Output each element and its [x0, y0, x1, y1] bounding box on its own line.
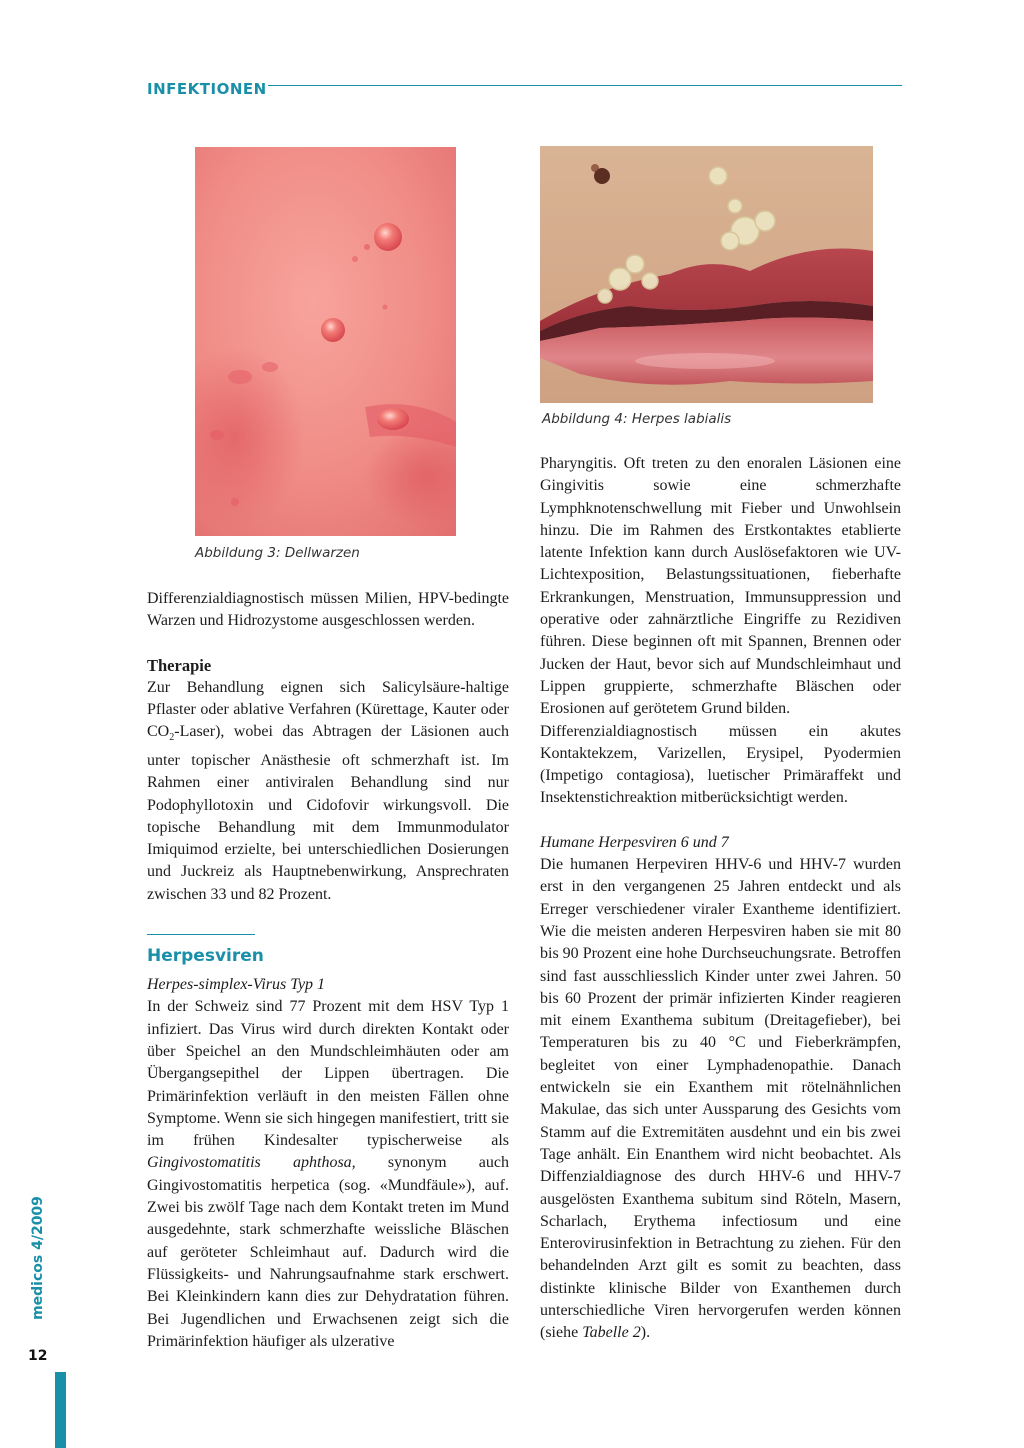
column-left	[147, 588, 509, 1353]
column-right	[540, 453, 901, 1345]
table-reference: Tabelle 2	[582, 1324, 641, 1342]
journal-label	[25, 1193, 51, 1323]
figure-herpes-labialis-caption: Abbildung 4: Herpes labialis	[542, 411, 732, 427]
header-rule	[268, 85, 902, 86]
figure-herpes-labialis-image	[540, 146, 873, 403]
heading-therapie: Therapie	[147, 655, 212, 675]
co2-subscript: 2	[169, 732, 175, 744]
paragraph-pharyngitis: Pharyngitis. Oft treten zu den enoralen Läsionen eine Gingivitis sowie eine schmerzhafte Lymphknotenschwellung mit Fieber und Unwohlsein hinzu. Die im Rahmen des Erstkontaktes etablierte latente Infektion kann durch Auslösefaktoren wie UV-Lichtexposition, Belastungssituationen, fieberhafte Erkrankungen, Menstruation, Immunsuppression und operative oder zahnärztliche Eingriffe zu Rezidiven führen. Diese beginnen oft mit Spannen, Brennen oder Jucken der Haut, bevor sich auf Mundschleimhaut und Lippen gruppierte, schmerzhafte Bläschen oder Erosionen auf gerötetem Grund bilden.	[540, 455, 901, 718]
hhv-end: ).	[640, 1324, 651, 1342]
section-rule	[147, 934, 255, 935]
section-label: INFEKTIONEN	[147, 80, 267, 98]
therapie-text-b: -Laser), wobei das Abtragen der Läsionen auch unter topischer Anästhesie oft schmerzhaft ist. Im Rahmen einer antiviralen Behandlung sind nur Podophyllotoxin und Cidofovir wirkungsvoll. Die topische Behandlung mit dem Immunmodulator Imiquimod erzielte, bei unterschiedlichen Dosierungen und Juckreiz als Hauptnebenwirkung, Ansprechraten zwischen 33 und 82 Prozent.	[147, 723, 509, 903]
paragraph-hhv	[540, 854, 901, 1345]
subheading-hhv: Humane Herpesviren 6 und 7	[540, 833, 729, 851]
paragraph-differential: Differenzialdiagnostisch müssen Milien, HPV-bedingte Warzen und Hidrozystome ausgeschlossen werden.	[147, 590, 509, 630]
paragraph-therapie	[147, 677, 509, 906]
figure-dellwarzen-caption: Abbildung 3: Dellwarzen	[195, 545, 360, 561]
hsv-text-b: synonym auch Gingivostomatitis herpetica (sog. «Mundfäule»), auf. Zwei bis zwölf Tage nach dem Kontakt treten im Mund ausgedehnte, stark schmerzhafte weissliche Bläschen auf geröteter Schleimhaut auf. Dadurch wird die Flüssigkeits- und Nahrungsaufnahme stark erschwert. Bei Kleinkindern kann dies zur Dehydratation führen. Bei Jugendlichen und Erwachsenen zeigt sich die Primärinfektion häufiger als ulzerative	[147, 1154, 510, 1350]
journal-label-text: medicos 4/2009	[30, 1196, 46, 1320]
page-sidebar-bar	[55, 1372, 66, 1448]
figure-dellwarzen	[195, 147, 456, 536]
paragraph-differential-hsv: Differenzialdiagnostisch müssen ein akutes Kontaktekzem, Varizellen, Erysipel, Pyodermien (Impetigo contagiosa), luetischer Primäraffekt und Insektenstichreaktion mitberücksichtigt werden.	[540, 722, 901, 807]
figure-herpes-labialis	[540, 146, 873, 403]
hhv-text: Die humanen Herpeviren HHV-6 und HHV-7 wurden erst in den vergangenen 25 Jahren entdeckt und als Erreger verschiedener viraler Exantheme identifiziert. Wie die meisten anderen Herpesviren haben sie mit 80 bis 90 Prozent eine hohe Durchseuchungsrate. Betroffen sind fast ausschliesslich Kinder unter zwei Jahren. 50 bis 60 Prozent der primär infizierten Kinder reagieren mit einem Exanthema subitum (Dreitagefieber), bei Temperaturen bis zu 40 °C und Fieberkrämpfen, begleitet von einer Lymphadenopathie. Danach entwickeln sie ein Exanthem mit rötelnähnlichen Makulae, das sich unter Aussparung des Gesichts vom Stamm auf die Extremitäten ausdehnt und ein bis zwei Tage anhält. Ein Enanthem wird nicht beobachtet. Als Diffenzialdiagnose des durch HHV-6 und HHV-7 ausgelösten Exanthema subitum sind Röteln, Masern, Scharlach, Erythema infectiosum und eine Enterovirusinfektion in Betrachtung zu ziehen. Für den behandelnden Arzt gilt es somit zu beachten, dass distinkte klinische Bilder von Exanthemen durch unterschiedliche Viren hervorgerufen werden können (siehe	[540, 856, 901, 1342]
heading-herpesviren: Herpesviren	[147, 946, 264, 967]
subheading-hsv1: Herpes-simplex-Virus Typ 1	[147, 976, 326, 994]
paragraph-hsv1	[147, 996, 509, 1353]
hsv-term: Gingivostomatitis aphthosa,	[147, 1154, 356, 1172]
therapie-text-a: Zur Behandlung eignen sich Salicylsäure-haltige Pflaster oder ablative Verfahren (Kürettage, Kauter oder CO	[147, 678, 509, 741]
hsv-text-a: In der Schweiz sind 77 Prozent mit dem HSV Typ 1 infiziert. Das Virus wird durch direkten Kontakt oder über Speichel an den Mundschleimhäuten oder am Übergangsepithel der Lippen übertragen. Die Primärinfektion verläuft in den meisten Fällen ohne Symptome. Wenn sie sich hingegen manifestiert, tritt sie im frühen Kindesalter typischerweise als	[147, 998, 509, 1150]
page-number: 12	[28, 1348, 48, 1364]
figure-dellwarzen-image	[195, 147, 456, 536]
